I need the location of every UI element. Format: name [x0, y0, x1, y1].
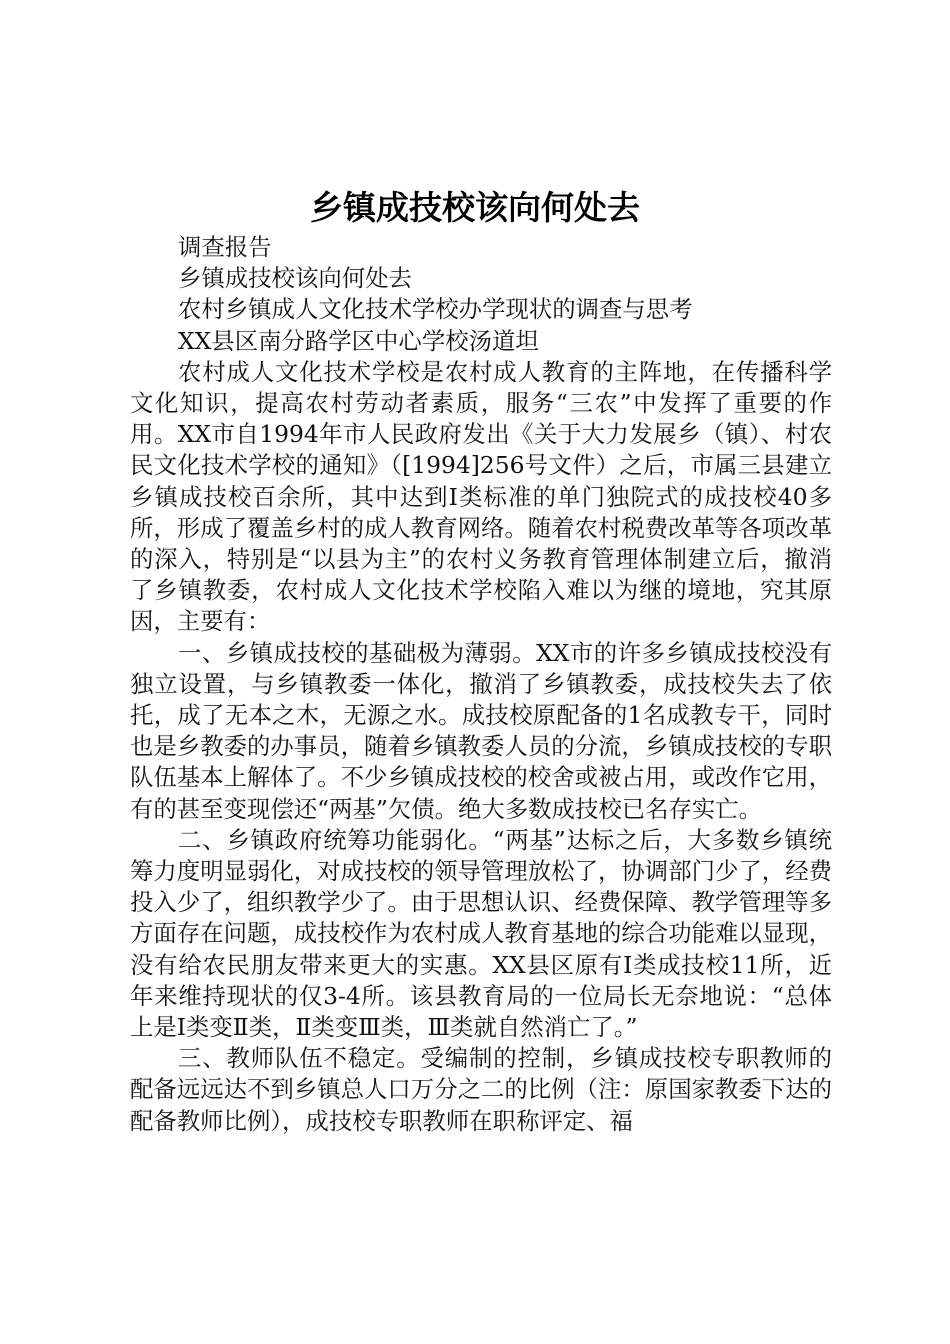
- paragraph-author: XX县区南分路学区中心学校汤道坦: [178, 326, 539, 355]
- paragraph-report-label: 调查报告: [178, 233, 272, 261]
- document-body: [130, 232, 832, 1137]
- document-title: 乡镇成技校该向何处去: [310, 188, 640, 227]
- paragraph-subtitle: 乡镇成技校该向何处去: [178, 264, 412, 293]
- paragraph-topic: 农村乡镇成人文化技术学校办学现状的调查与思考: [178, 295, 693, 324]
- paragraph-intro: 农村成人文化技术学校是农村成人教育的主阵地，在传播科学文化知识，提高农村劳动者素质，服务“三农”中发挥了重要的作用。XX市自1994年市人民政府发出《关于大力发展乡（镇）、村农民文化技术学校的通知》（[1994]256号文件）之后，市属三县建立乡镇成技校百余所，其中达到Ⅰ类标准的单门独院式的成技校40多所，形成了覆盖乡村的成人教育网络。随着农村税费改革等各项改革的深入，特别是“以县为主”的农村义务教育管理体制建立后，撤消了乡镇教委，农村成人文化技术学校陷入难以为继的境地，究其原因，主要有：: [130, 357, 832, 636]
- paragraph-point-one: 一、乡镇成技校的基础极为薄弱。XX市的许多乡镇成技校没有独立设置，与乡镇教委一体化，撤消了乡镇教委，成技校失去了依托，成了无本之木，无源之水。成技校原配备的1名成教专干，同时也是乡教委的办事员，随着乡镇教委人员的分流，乡镇成技校的专职队伍基本上解体了。不少乡镇成技校的校舍或被占用，或改作它用，有的甚至变现偿还“两基”欠债。绝大多数成技校已名存实亡。: [130, 638, 832, 823]
- paragraph-point-three: 三、教师队伍不稳定。受编制的控制，乡镇成技校专职教师的配备远远达不到乡镇总人口万分之二的比例（注：原国家教委下达的配备教师比例），成技校专职教师在职称评定、福: [130, 1044, 832, 1135]
- paragraph-point-two: 二、乡镇政府统筹功能弱化。“两基”达标之后，大多数乡镇统筹力度明显弱化，对成技校的领导管理放松了，协调部门少了，经费投入少了，组织教学少了。由于思想认识、经费保障、教学管理等多方面存在问题，成技校作为农村成人教育基地的综合功能难以显现，没有给农民朋友带来更大的实惠。XX县区原有Ⅰ类成技校11所，近年来维持现状的仅3-4所。该县教育局的一位局长无奈地说：“总体上是Ⅰ类变Ⅱ类，Ⅱ类变Ⅲ类，Ⅲ类就自然消亡了。”: [130, 825, 832, 1042]
